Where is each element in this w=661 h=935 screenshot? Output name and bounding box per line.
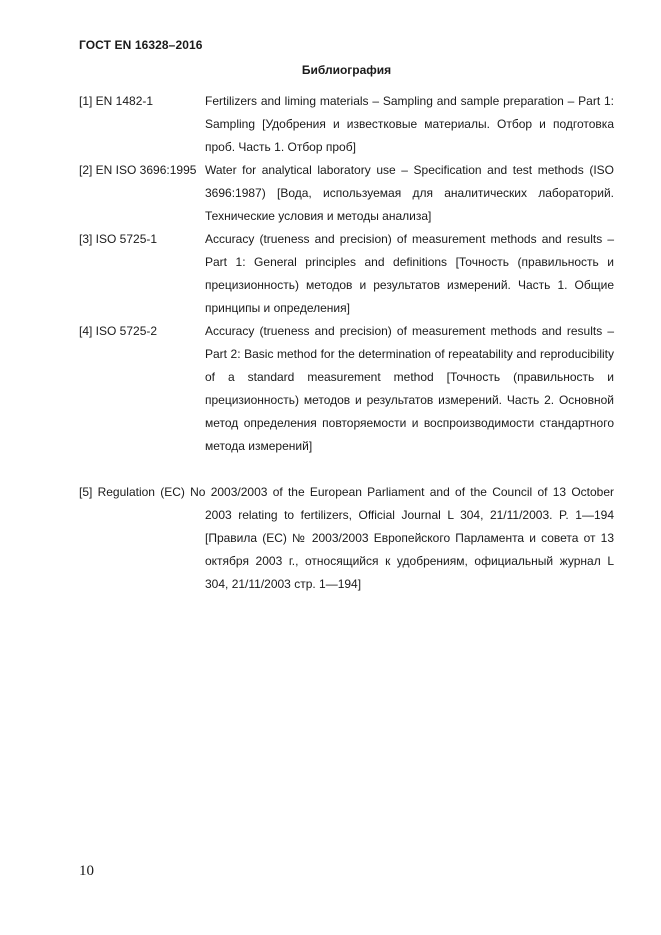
entry-label: [3] ISO 5725-1 xyxy=(79,232,158,246)
bibliography-entry-2 xyxy=(79,159,614,228)
entry-label: [2] EN ISO 3696:1995 xyxy=(79,163,197,177)
bibliography-entry-4 xyxy=(79,320,614,458)
entry-label: [1] EN 1482-1 xyxy=(79,94,154,108)
entry-text: Fertilizers and liming materials – Sampling and sample preparation – Part 1: Sampling [Удобрения и известковые материалы. Отбор и подготовка проб. Часть 1. Отбор проб] xyxy=(205,94,614,154)
entry-text: Accuracy (trueness and precision) of measurement methods and results – Part 1: General principles and definitions [Точность (правильность и прецизионность) методов и результатов измерений. Часть 1. Общие принципы и определения] xyxy=(205,232,614,315)
section-title: Библиография xyxy=(301,63,392,77)
entry-label: [5] Regulation (EC) No 2003/2003 xyxy=(79,485,268,499)
bibliography-entry-3 xyxy=(79,228,614,320)
bibliography-entry-5 xyxy=(79,481,614,596)
document-header: ГОСТ EN 16328–2016 xyxy=(79,38,203,52)
entry-text: of the European Parliament and of the Council of 13 October 2003 relating to fertilizers, Official Journal L 304, 21/11/2003. P. 1—194 [Правила (ЕС) № 2003/2003 Европейского Парламента и совета от 13 октября 2003 г., относящийся к удобрениям, официальный журнал L 304, 21/11/2003 стр. 1—194] xyxy=(205,485,615,591)
entry-text: Water for analytical laboratory use – Specification and test methods (ISO 3696:1987) [Вода, используемая для аналитических лабораторий. Технические условия и методы анализа] xyxy=(205,163,614,223)
bibliography-entry-1 xyxy=(79,90,614,159)
page-number: 10 xyxy=(79,863,94,879)
entry-label: [4] ISO 5725-2 xyxy=(79,324,158,338)
entry-text: Accuracy (trueness and precision) of measurement methods and results – Part 2: Basic method for the determination of repeatability and reproducibility of a standard measurement method [Точность (правильность и прецизионность) методов и результатов измерений. Часть 2. Основной метод определения повторяемости и воспроизводимости стандартного метода измерений] xyxy=(205,324,614,453)
